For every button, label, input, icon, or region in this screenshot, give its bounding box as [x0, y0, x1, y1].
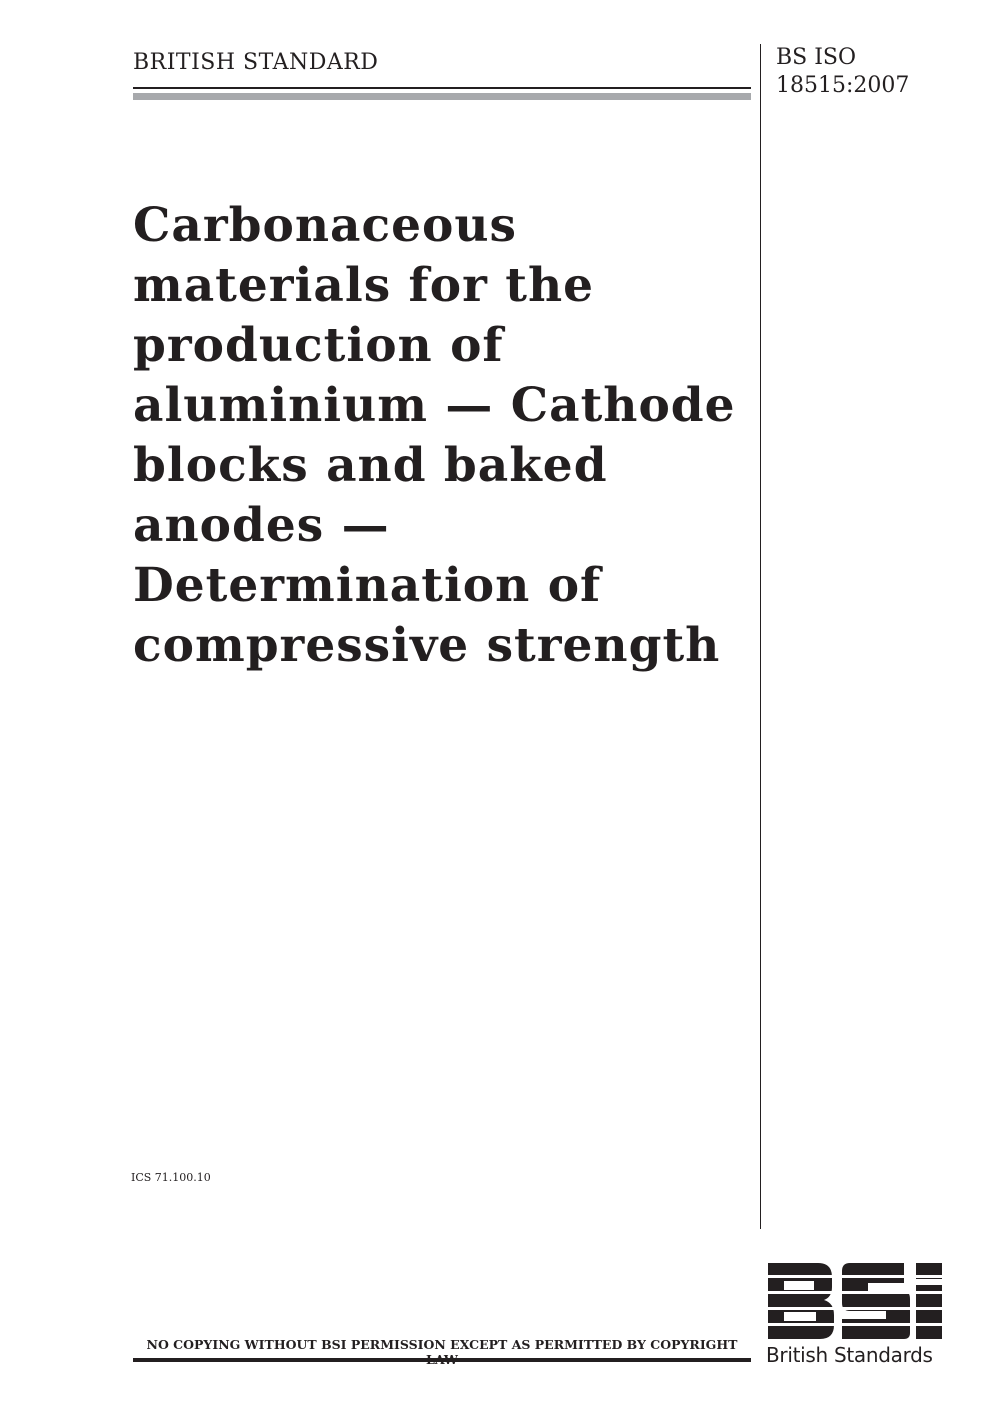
copyright-notice: NO COPYING WITHOUT BSI PERMISSION EXCEPT AS PERMITTED BY COPYRIGHT — [146, 1337, 738, 1352]
bsi-logo — [766, 1261, 944, 1341]
logo-caption: British Standards — [766, 1343, 933, 1367]
vertical-divider — [760, 44, 761, 1229]
bsi-logo-mark — [766, 1261, 944, 1341]
ics-code: ICS 71.100.10 — [131, 1171, 211, 1184]
header-rule-thin — [133, 87, 751, 89]
document-title: Carbonaceous materials for the production of aluminium — Cathode blocks and baked anodes — Determination of compressive strength — [133, 198, 736, 673]
footer-rule — [133, 1358, 751, 1362]
header-label: BRITISH STANDARD — [133, 50, 379, 75]
header-rule-grey — [133, 93, 751, 100]
standard-number: BS ISO 18515:2007 — [776, 45, 910, 98]
